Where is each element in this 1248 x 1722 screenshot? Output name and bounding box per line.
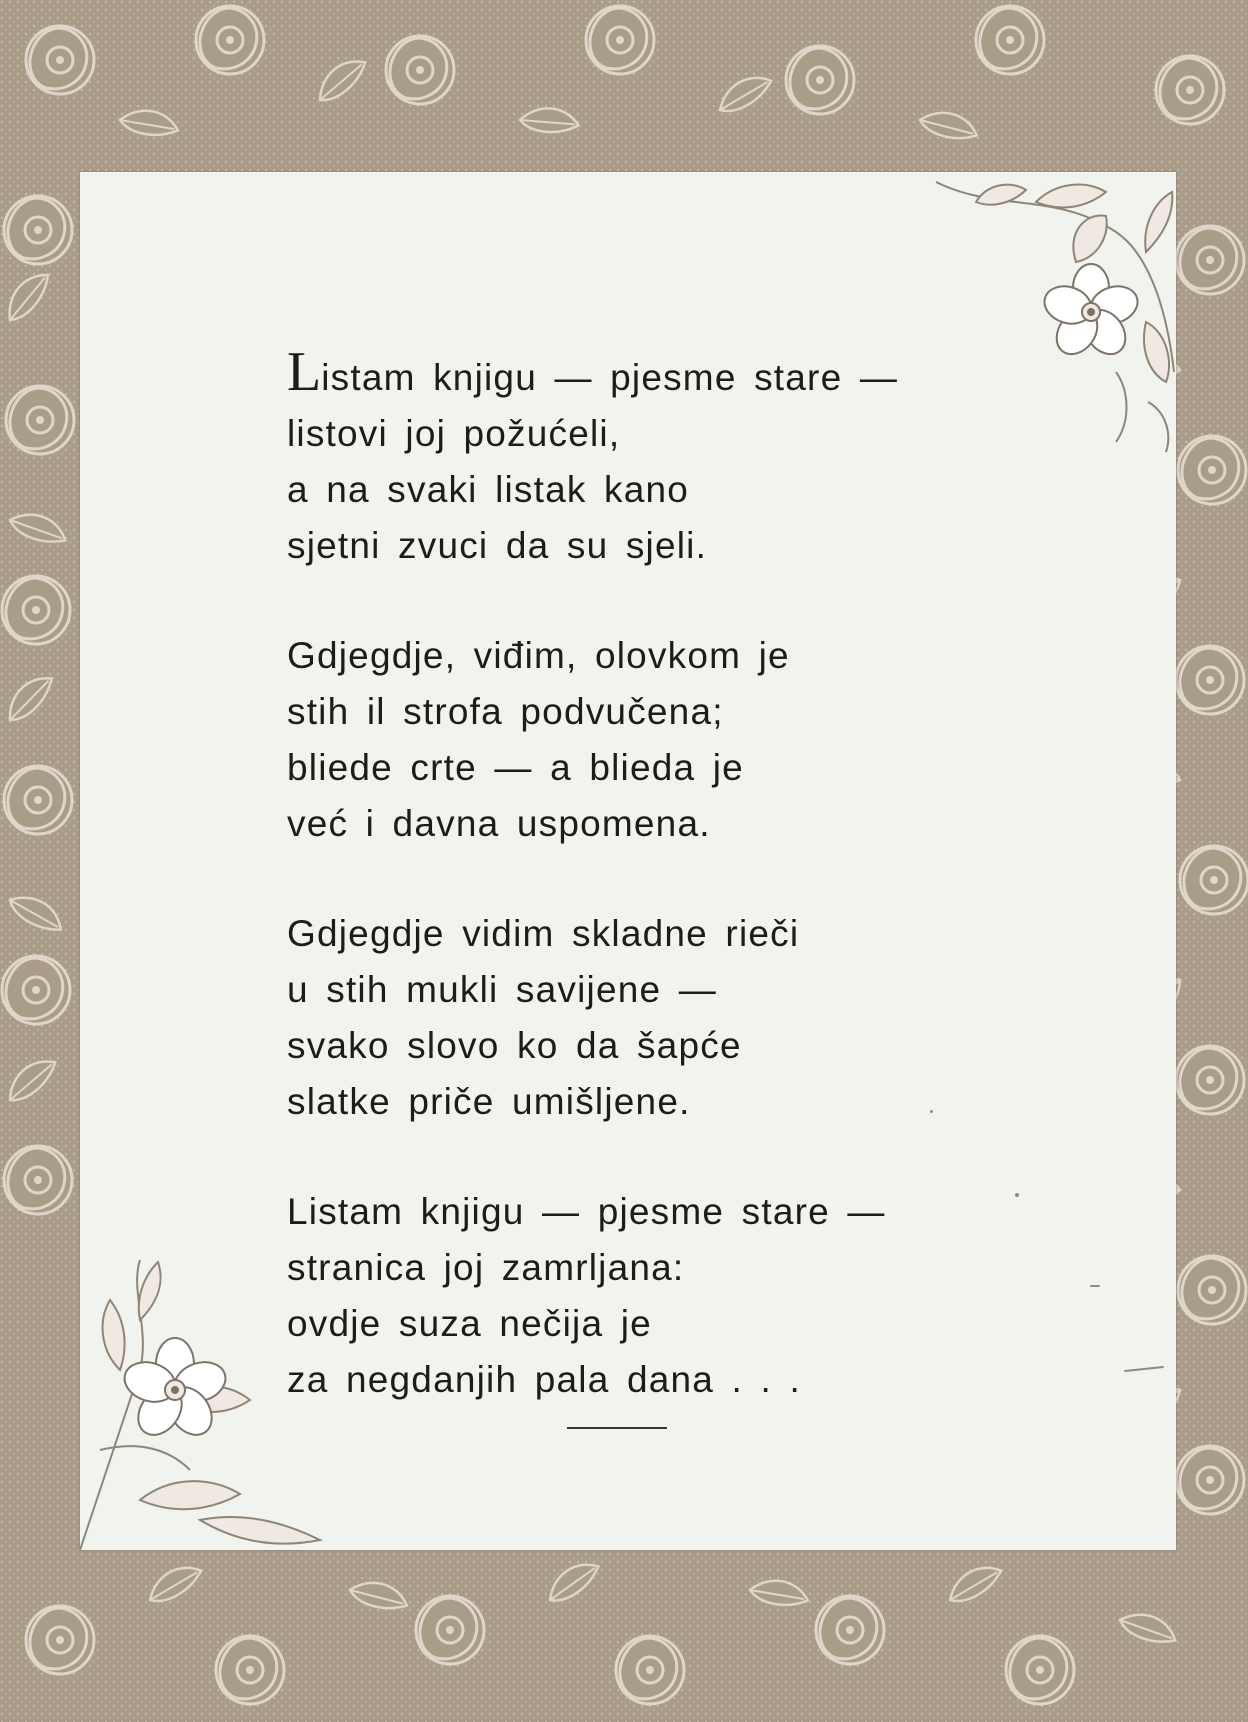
stanza-3: [287, 906, 1047, 1130]
poem-line: ovdje suza nečija je: [287, 1303, 652, 1344]
poem-line-text: istam knjigu — pjesme stare —: [321, 357, 899, 398]
poem-line: sjetni zvuci da su sjeli.: [287, 525, 708, 566]
drop-cap: L: [287, 341, 322, 403]
paper-speck: [930, 1110, 933, 1113]
poem-line: stih il strofa podvučena;: [287, 691, 724, 732]
poem-line: [287, 341, 1047, 406]
paper-speck: [1090, 1285, 1100, 1287]
end-divider: [567, 1427, 667, 1429]
poem-line: za negdanjih pala dana . . .: [287, 1359, 801, 1400]
paper-speck: [1015, 1193, 1019, 1197]
poem-page: [80, 172, 1176, 1550]
stanza-1: [287, 341, 1047, 574]
poem-line: Gdjegdje, viđim, olovkom je: [287, 635, 790, 676]
poem-line: a na svaki listak kano: [287, 469, 690, 510]
stanza-4: [287, 1184, 1047, 1408]
poem-line: Gdjegdje vidim skladne rieči: [287, 913, 800, 954]
poem-line: bliede crte — a blieda je: [287, 747, 744, 788]
stanza-2: [287, 628, 1047, 852]
poem-text: [287, 341, 1047, 1462]
poem-line: listovi joj požućeli,: [287, 413, 621, 454]
poem-line: u stih mukli savijene —: [287, 969, 717, 1010]
poem-line: stranica joj zamrljana:: [287, 1247, 685, 1288]
poem-line: slatke priče umišljene.: [287, 1081, 691, 1122]
poem-line: Listam knjigu — pjesme stare —: [287, 1191, 886, 1232]
poem-line: već i davna uspomena.: [287, 803, 711, 844]
poem-line: svako slovo ko da šapće: [287, 1025, 742, 1066]
paper-speck: [1124, 1366, 1164, 1372]
